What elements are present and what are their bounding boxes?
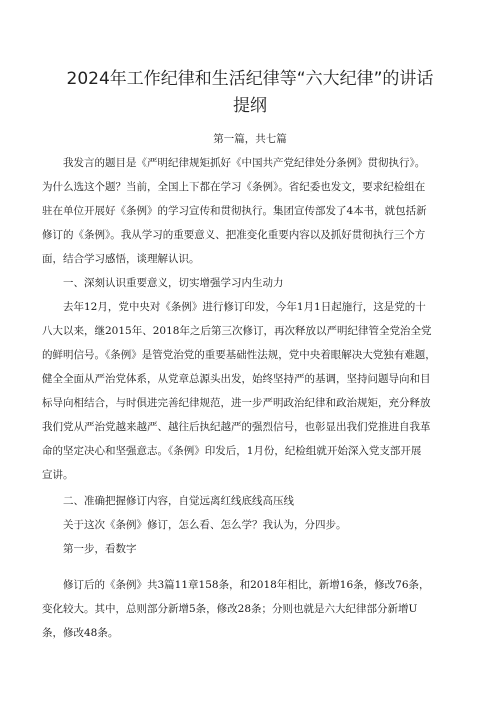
paragraph-line: 驻在单位开展好《条例》的学习宣传和贯彻执行。集团宣传部发了4本书，就包括新 [42, 205, 427, 217]
paragraph-line: 修订的《条例》。我从学习的重要意义、把准变化重要内容以及抓好贯彻执行三个方 [42, 229, 426, 241]
paragraph-line: 条，修改48条。 [42, 627, 119, 639]
paragraph-line: 我发言的题目是《严明纪律规矩抓好《中国共产党纪律处分条例》贯彻执行》。 [63, 157, 426, 169]
document-title-line-2: 提纲 [233, 96, 267, 116]
paragraph-line: 变化较大。其中，总则部分新增5条，修改28条；分则也就是六大纪律部分新增U [42, 603, 418, 615]
section-heading: 一、深刻认识重要意义，切实增强学习内生动力 [63, 277, 284, 289]
paragraph-line: 标导向相结合，与时俱进完善纪律规范，进一步严明政治纪律和政治规矩，充分释放 [42, 397, 431, 409]
step-heading: 第一步，看数字 [63, 543, 137, 555]
section-heading: 二、准确把握修订内容，自觉远离红线底线高压线 [63, 495, 294, 507]
paragraph-line: 命的坚定决心和坚强意志。《条例》印发后，1月份，纪检组就开始深入党支部开展 [42, 445, 422, 457]
paragraph-line: 宣讲。 [42, 469, 74, 481]
paragraph-line: 健全全面从严治党体系，从党章总源头出发，始终坚持严的基调，坚持问题导向和目 [42, 373, 431, 385]
paragraph-line: 的鲜明信号。《条例》是管党治党的重要基础性法规，党中央着眼解决大党独有难题， [42, 349, 436, 361]
paragraph-line: 去年12月，党中央对《条例》进行修订印发，今年1月1日起施行，这是党的十 [63, 301, 426, 313]
document-subtitle: 第一篇，共七篇 [213, 133, 287, 145]
paragraph-line: 修订后的《条例》共3篇11章158条，和2018年相比，新增16条，修改76条， [63, 579, 430, 591]
paragraph-line: 关于这次《条例》修订，怎么看、怎么学？我认为，分四步。 [63, 519, 347, 531]
paragraph-line: 八大以来，继2015年、2018年之后第三次修订，再次释放以严明纪律管全党治全党 [42, 325, 432, 337]
paragraph-line: 面，结合学习感悟，谈理解认识。 [42, 253, 200, 265]
paragraph-line: 我们党从严治党越来越严、越往后执纪越严的强烈信号，也彰显出我们党推进自我革 [42, 421, 431, 433]
paragraph-line: 为什么选这个题？当前，全国上下都在学习《条例》。省纪委也发文，要求纪检组在 [42, 181, 426, 193]
document-title-line-1: 2024年工作纪律和生活纪律等“六大纪律”的讲话 [66, 69, 434, 89]
